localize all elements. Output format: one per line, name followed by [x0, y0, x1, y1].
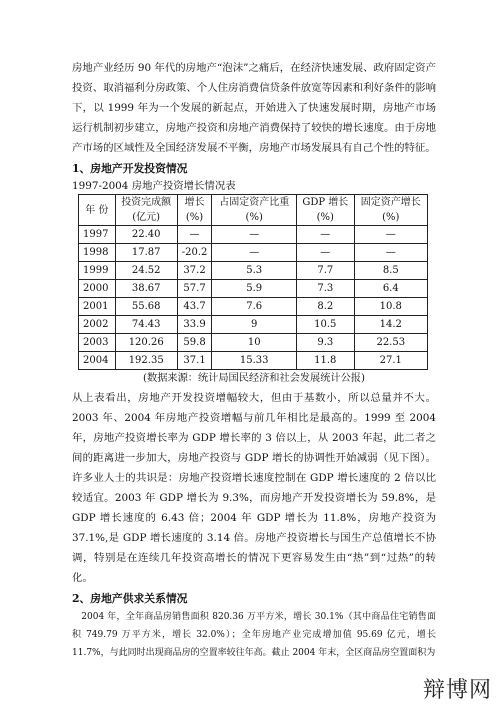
table-header-cell: GDP 增长 (%) — [297, 195, 355, 226]
table-cell: 11.8 — [297, 352, 355, 370]
table-row — [79, 334, 428, 352]
table-cell: 74.43 — [115, 316, 177, 334]
table-cell: — — [297, 226, 355, 244]
table-cell: 10 — [212, 334, 297, 352]
table-cell: -20.2 — [177, 244, 212, 262]
table-row — [79, 226, 428, 244]
table-caption: 1997-2004 房地产投资增长情况表 — [72, 180, 236, 192]
table-year-cell: 1997 — [79, 226, 116, 244]
table-cell: 24.52 — [115, 262, 177, 280]
table-header-cell: 增长 (%) — [177, 195, 212, 226]
table-cell: 5.9 — [212, 280, 297, 298]
table-year-cell: 2004 — [79, 352, 116, 370]
table-row — [79, 316, 428, 334]
investment-table — [78, 194, 428, 370]
table-year-cell: 2003 — [79, 334, 116, 352]
table-cell: 33.9 — [177, 316, 212, 334]
table-header-cell: 占固定资产比重 (%) — [212, 195, 297, 226]
table-cell: 5.3 — [212, 262, 297, 280]
table-cell: — — [297, 244, 355, 262]
table-cell: 27.1 — [354, 352, 427, 370]
table-cell: 6.4 — [354, 280, 427, 298]
table-year-cell: 1998 — [79, 244, 116, 262]
table-cell: 37.2 — [177, 262, 212, 280]
table-cell: 55.68 — [115, 298, 177, 316]
table-header-row — [79, 195, 428, 226]
table-cell: 7.6 — [212, 298, 297, 316]
table-cell: — — [212, 244, 297, 262]
table-cell: 37.1 — [177, 352, 212, 370]
table-cell: 120.26 — [115, 334, 177, 352]
section-1-heading: 1、房地产开发投资情况 — [72, 162, 188, 175]
table-cell: — — [177, 226, 212, 244]
watermark-logo: 辩博网 — [422, 678, 492, 703]
table-cell: 15.33 — [212, 352, 297, 370]
intro-paragraph: 房地产业经历 90 年代的房地产“泡沫”之痛后，在经济快速发展、政府固定资产投资、取消福利分房政策、个人住房消费信贷条件放宽等因素和利好条件的影响下，以 1999 年为一个发展的新起点，开始进入了快速发展时期，房地产市场运行机制初步建立，房地产投资和房地产消费保持了较快的增长速度。由于房地产市场的区域性及全国经济发展不平衡，房地产市场发展具有自己个性的特征。 — [72, 62, 436, 154]
table-cell: — — [354, 226, 427, 244]
table-cell: 8.5 — [354, 262, 427, 280]
document-page — [72, 58, 436, 662]
table-cell: 8.2 — [297, 298, 355, 316]
table-year-cell: 2000 — [79, 280, 116, 298]
table-row — [79, 262, 428, 280]
table-year-cell: 1999 — [79, 262, 116, 280]
analysis-paragraph: 从上表看出，房地产开发投资增幅较大，但由于基数小，所以总量并不大。2003 年、2004 年房地产投资增幅与前几年相比是最高的。1999 至 2004 年，房地产投资增长率为 GDP 增长率的 3 倍以上，从 2003 年起，此二者之间的距离进一步加大，房地产投资与 GDP 增长的协调性开始减弱（见下图）。许多业人士的共识是：房地产投资增长速度控制在 GDP 增长速度的 2 倍以比较适宜。2003 年 GDP 增长为 9.3%，而房地产开发投资增长为 59.8%，是 GDP 增长速度的 6.43 倍；2004 年 GDP 增长为 11.8%，房地产投资为 37.1%,是 GDP 增长速度的 3.14 倍。房地产投资增长与国生产总值增长不协调，特别是在连续几年投资高增长的情况下更容易发生由“热”到“过热”的转化。 — [72, 392, 436, 584]
table-cell: 7.3 — [297, 280, 355, 298]
table-cell: — — [212, 226, 297, 244]
table-cell: 17.87 — [115, 244, 177, 262]
table-body — [79, 226, 428, 370]
table-row — [79, 280, 428, 298]
table-cell: 9 — [212, 316, 297, 334]
source-note: (数据来源：统计局国民经济和社会发展统计公报) — [143, 373, 365, 384]
table-row — [79, 244, 428, 262]
table-year-cell: 2001 — [79, 298, 116, 316]
table-cell: 192.35 — [115, 352, 177, 370]
table-cell: 10.5 — [297, 316, 355, 334]
table-cell: 22.40 — [115, 226, 177, 244]
table-cell: 14.2 — [354, 316, 427, 334]
table-cell: 10.8 — [354, 298, 427, 316]
table-cell: 57.7 — [177, 280, 212, 298]
table-row — [79, 352, 428, 370]
table-row — [79, 298, 428, 316]
table-cell: 7.7 — [297, 262, 355, 280]
table-cell: 59.8 — [177, 334, 212, 352]
supply-paragraph: 2004 年，全年商品房销售面积 820.36 万平方米，增长 30.1%（其中商品住宅销售面积 749.79 万平方米，增长 32.0%）；全年房地产业完成增加值 95.69 亿元，增长 11.7%，与此同时出现商品房的空置率较往年高。截止 2004 年末，全区商品房空置面积为 — [72, 612, 436, 658]
table-cell: 43.7 — [177, 298, 212, 316]
table-cell: 22.53 — [354, 334, 427, 352]
table-header-cell: 固定资产增长 (%) — [354, 195, 427, 226]
table-cell: — — [354, 244, 427, 262]
table-header-cell: 投资完成额 (亿元) — [115, 195, 177, 226]
table-year-cell: 2002 — [79, 316, 116, 334]
section-2-heading: 2、房地产供求关系情况 — [72, 592, 188, 605]
table-cell: 38.67 — [115, 280, 177, 298]
table-header-cell: 年 份 — [79, 195, 116, 226]
table-cell: 9.3 — [297, 334, 355, 352]
